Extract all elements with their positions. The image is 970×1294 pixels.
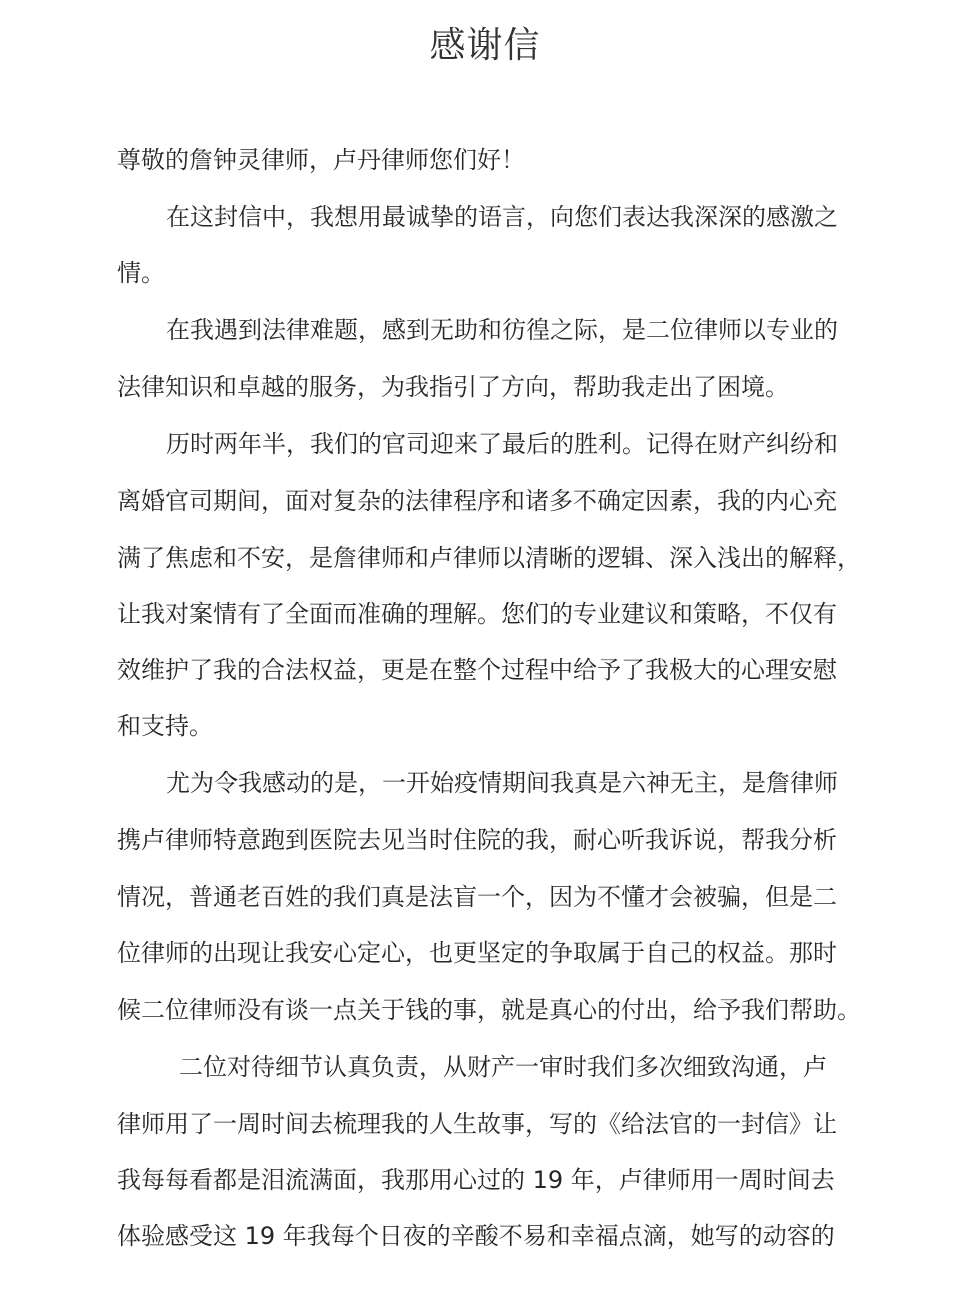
body-line: 在这封信中，我想用最诚挚的语言，向您们表达我深深的感激之	[166, 203, 838, 231]
body-line: 情况，普通老百姓的我们真是法盲一个，因为不懂才会被骗，但是二	[117, 883, 837, 911]
body-line: 我每每看都是泪流满面，我那用心过的 19 年，卢律师用一周时间去	[117, 1166, 835, 1194]
body-line: 和支持。	[117, 712, 213, 740]
salutation-line: 尊敬的詹钟灵律师，卢丹律师您们好！	[117, 146, 525, 174]
body-line: 情。	[117, 259, 165, 287]
letter-title: 感谢信	[429, 25, 541, 66]
body-line: 携卢律师特意跑到医院去见当时住院的我，耐心听我诉说，帮我分析	[117, 826, 837, 854]
body-line: 律师用了一周时间去梳理我的人生故事，写的《给法官的一封信》让	[117, 1110, 837, 1138]
body-line: 位律师的出现让我安心定心，也更坚定的争取属于自己的权益。那时	[117, 939, 837, 967]
body-line: 在我遇到法律难题，感到无助和彷徨之际，是二位律师以专业的	[166, 316, 838, 344]
body-line: 离婚官司期间，面对复杂的法律程序和诸多不确定因素，我的内心充	[117, 487, 837, 515]
body-line: 尤为令我感动的是，一开始疫情期间我真是六神无主，是詹律师	[166, 769, 838, 797]
body-line: 法律知识和卓越的服务，为我指引了方向，帮助我走出了困境。	[117, 373, 789, 401]
body-line: 候二位律师没有谈一点关于钱的事，就是真心的付出，给予我们帮助。	[117, 996, 861, 1024]
body-line: 体验感受这 19 年我每个日夜的辛酸不易和幸福点滴，她写的动容的	[117, 1222, 835, 1250]
body-line: 让我对案情有了全面而准确的理解。您们的专业建议和策略，不仅有	[117, 600, 837, 628]
body-line: 历时两年半，我们的官司迎来了最后的胜利。记得在财产纠纷和	[166, 430, 838, 458]
body-line: 满了焦虑和不安，是詹律师和卢律师以清晰的逻辑、深入浅出的解释，	[117, 544, 861, 572]
body-line: 效维护了我的合法权益，更是在整个过程中给予了我极大的心理安慰	[117, 656, 837, 684]
body-line: 二位对待细节认真负责，从财产一审时我们多次细致沟通，卢	[179, 1053, 827, 1081]
